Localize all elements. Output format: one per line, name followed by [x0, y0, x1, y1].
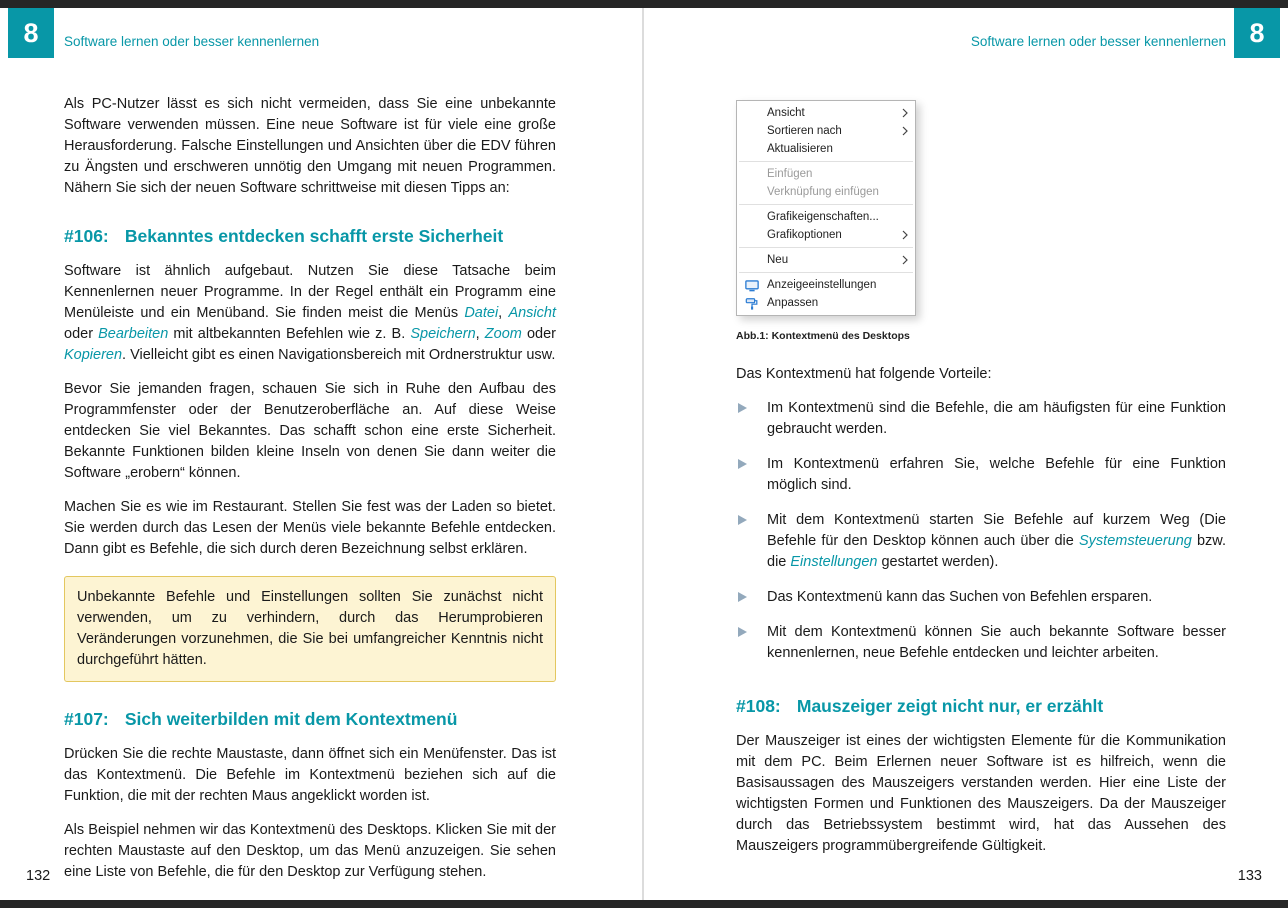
display-settings-icon	[745, 279, 759, 293]
right-page-content	[644, 8, 1288, 857]
running-header-left: Software lernen oder besser kennenlernen	[64, 34, 320, 49]
menu-item-anzeigeeinstellungen[interactable]: Anzeigeeinstellungen	[737, 276, 915, 294]
tip-106-heading	[64, 226, 556, 247]
tip-106-number: #106:	[64, 226, 109, 247]
list-item: Im Kontextmenü erfahren Sie, welche Befehle für eine Funktion möglich sind.	[736, 454, 1226, 496]
bullet-triangle-icon	[738, 627, 747, 637]
menu-separator	[739, 161, 913, 162]
accent-term: Zoom	[484, 326, 522, 343]
tip-107-title: Sich weiterbilden mit dem Kontextmenü	[124, 709, 458, 730]
list-item: Das Kontextmenü kann das Suchen von Befehlen ersparen.	[736, 587, 1226, 608]
page-left	[0, 8, 644, 900]
list-item: Mit dem Kontextmenü können Sie auch bekannte Software besser kennenlernen, neue Befehle entdecken und leichter arbeiten.	[736, 622, 1226, 664]
bottom-edge-bar	[0, 900, 1288, 908]
menu-item-grafikeigenschaften[interactable]: Grafikeigenschaften...	[767, 211, 879, 223]
paragraph-beispiel: Als Beispiel nehmen wir das Kontextmenü des Desktops. Klicken Sie mit der rechten Maustaste auf den Desktop, um das Menü anzuzeigen. Sie sehen eine Liste von Befehle, die für den Desktop zur Verfügung stehen.	[64, 822, 556, 881]
bullet-triangle-icon	[738, 403, 747, 413]
page-number-left: 132	[26, 868, 51, 884]
bullet-triangle-icon	[738, 515, 747, 525]
list-item: Im Kontextmenü sind die Befehle, die am häufigsten für eine Funktion gebraucht werden.	[736, 398, 1226, 440]
menu-item-einfuegen[interactable]: Einfügen	[767, 168, 813, 180]
menu-separator	[739, 272, 913, 273]
tip-107-heading	[64, 709, 556, 730]
chapter-number: 8	[1249, 17, 1265, 48]
menu-item-verknuepfung-einfuegen[interactable]: Verknüpfung einfügen	[767, 186, 879, 198]
paragraph-mauszeiger: Der Mauszeiger ist eines der wichtigsten Elemente für die Kommunikation mit dem PC. Beim Erlernen neuer Software ist es hilfreich, wenn die Basisaussagen des Mauszeigers verstanden werden. Hier eine Liste der wichtigsten Formen und Funktionen des Mauszeigers. Da der Mauszeiger durch das Betriebssystem bestimmt wird, hat das Aussehen des Mauszeigers programmübergreifende Gültigkeit.	[736, 733, 1226, 855]
accent-term: Speichern	[410, 326, 476, 343]
paragraph-menus: Software ist ähnlich aufgebaut. Nutzen Sie diese Tatsache beim Kennenlernen neuer Programme. In der Regel enthält ein Programm eine Menüleiste und ein Menüband. Sie finden meist die Menüs Datei, Ansicht oder Bearbeiten mit altbekannten Befehlen wie z. B. Speichern, Zoom oder Kopieren. Vielleicht gibt es einen Navigationsbereich mit Ordnerstruktur usw.	[64, 263, 556, 364]
accent-term: Systemsteuerung	[1079, 533, 1192, 550]
page-number-right: 133	[1237, 868, 1262, 884]
menu-separator	[739, 204, 913, 205]
accent-term: Einstellungen	[790, 554, 878, 571]
context-menu	[736, 100, 916, 316]
accent-term: Ansicht	[508, 305, 556, 322]
menu-item-neu[interactable]: Neu	[737, 251, 915, 269]
paragraph-maustaste: Drücken Sie die rechte Maustaste, dann öffnet sich ein Menüfenster. Das ist das Kontextmenü. Die Befehle im Kontextmenü beziehen sich auf die Funktion, die mit der rechten Maus angeklickt worden ist.	[64, 746, 556, 805]
figure-caption: Abb.1: Kontextmenü des Desktops	[736, 330, 910, 342]
menu-separator	[739, 247, 913, 248]
note-box: Unbekannte Befehle und Einstellungen sollten Sie zunächst nicht verwenden, um zu verhindern, durch das Herumprobieren Veränderungen vorzunehmen, die Sie bei umfangreicher Kenntnis nicht durchgeführt hätten.	[64, 576, 556, 682]
chapter-number: 8	[23, 17, 39, 48]
advantages-list	[736, 398, 1226, 664]
menu-item-sortieren-nach[interactable]: Sortieren nach	[737, 122, 915, 140]
menu-item-grafikoptionen[interactable]: Grafikoptionen	[737, 226, 915, 244]
accent-term: Bearbeiten	[98, 326, 169, 343]
menu-item-anpassen[interactable]: Anpassen	[737, 294, 915, 312]
submenu-arrow-icon	[902, 108, 908, 122]
paragraph-restaurant: Machen Sie es wie im Restaurant. Stellen Sie fest was der Laden so bietet. Sie werden durch das Lesen der Menüs viele bekannte Befehle entdecken. Dann gibt es Befehle, die sich durch deren Bezeichnung selbst erklären.	[64, 499, 556, 558]
list-item: Mit dem Kontextmenü starten Sie Befehle auf kurzem Weg (Die Befehle für den Desktop können auch über die Systemsteuerung bzw. die Einstellungen gestartet werden).	[736, 510, 1226, 573]
running-header-right: Software lernen oder besser kennenlernen	[970, 34, 1226, 49]
tip-106-title: Bekanntes entdecken schafft erste Sicherheit	[124, 226, 504, 247]
context-menu-screenshot	[736, 100, 916, 316]
accent-term: Kopieren	[64, 347, 123, 364]
bullet-triangle-icon	[738, 592, 747, 602]
menu-item-aktualisieren[interactable]: Aktualisieren	[767, 143, 833, 155]
submenu-arrow-icon	[902, 230, 908, 244]
personalization-icon	[745, 297, 759, 311]
paragraph-aufbau: Bevor Sie jemanden fragen, schauen Sie sich in Ruhe den Aufbau des Programmfenster oder der Benutzeroberfläche an. Auf diese Weise entdecken Sie viel Bekanntes. Das schafft schon eine erste Sicherheit. Bekannte Funktionen bilden kleine Inseln von denen Sie dann weiter die Software „erobern“ können.	[64, 381, 556, 482]
advantages-intro: Das Kontextmenü hat folgende Vorteile:	[736, 366, 992, 382]
bullet-triangle-icon	[738, 459, 747, 469]
tip-108-number: #108:	[736, 696, 781, 717]
submenu-arrow-icon	[902, 126, 908, 140]
submenu-arrow-icon	[902, 255, 908, 269]
page-right	[644, 8, 1288, 900]
pages	[0, 8, 1288, 900]
intro-paragraph: Als PC-Nutzer lässt es sich nicht vermeiden, dass Sie eine unbekannte Software verwenden müssen. Eine neue Software ist für viele eine große Herausforderung. Falsche Einstellungen und Ansichten über die EDV führen zu Ängsten und erschweren unnötig den Umgang mit neuen Programmen. Nähern Sie sich der neuen Software schrittweise mit diesen Tipps an:	[64, 96, 556, 197]
menu-item-ansicht[interactable]: Ansicht	[737, 104, 915, 122]
tip-108-heading	[736, 696, 1226, 717]
accent-term: Datei	[464, 305, 499, 322]
tip-108-title: Mauszeiger zeigt nicht nur, er erzählt	[796, 696, 1104, 717]
tip-107-number: #107:	[64, 709, 109, 730]
top-edge-bar	[0, 0, 1288, 8]
left-page-content	[0, 8, 642, 883]
